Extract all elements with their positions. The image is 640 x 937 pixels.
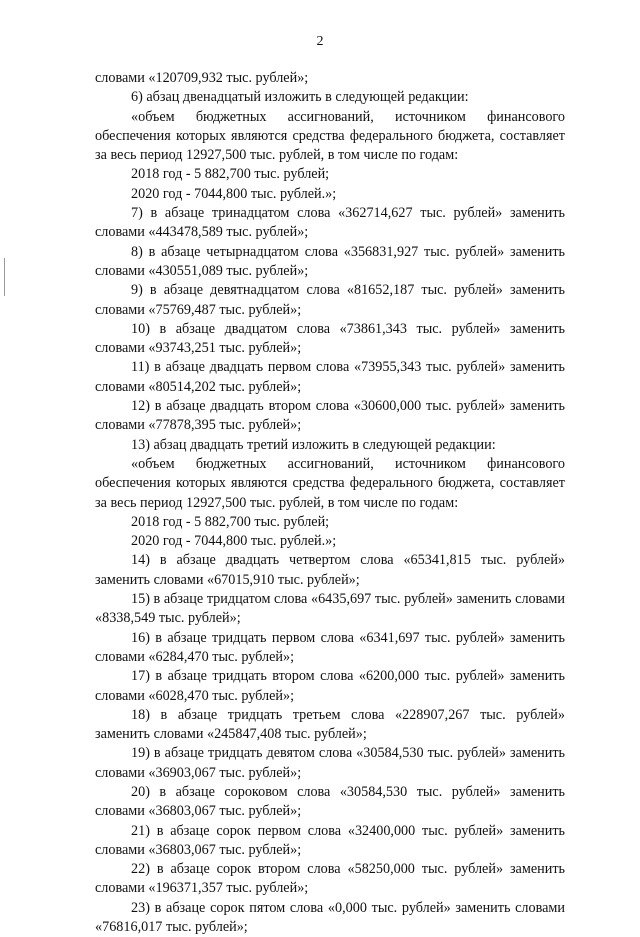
paragraph: 20) в абзаце сороковом слова «30584,530 тыс. рублей» заменить словами «36803,067 тыс. рублей»; bbox=[95, 783, 565, 820]
paragraph: 10) в абзаце двадцатом слова «73861,343 тыс. рублей» заменить словами «93743,251 тыс. рублей»; bbox=[95, 320, 565, 357]
paragraph: 21) в абзаце сорок первом слова «32400,000 тыс. рублей» заменить словами «36803,067 тыс. рублей»; bbox=[95, 822, 565, 858]
document-body bbox=[95, 69, 565, 937]
paragraph: 13) абзац двадцать третий изложить в следующей редакции: bbox=[131, 436, 496, 453]
paragraph: 22) в абзаце сорок втором слова «58250,000 тыс. рублей» заменить словами «196371,357 тыс. рублей»; bbox=[95, 861, 565, 897]
paragraph: словами «120709,932 тыс. рублей»; bbox=[95, 70, 309, 86]
paragraph: 2020 год - 7044,800 тыс. рублей.»; bbox=[131, 185, 337, 202]
paragraph: «объем бюджетных ассигнований, источником финансового обеспечения которых являются средства федерального бюджета, составляет за весь период 12927,500 тыс. рублей, в том числе по годам: bbox=[95, 108, 565, 164]
paragraph: 19) в абзаце тридцать девятом слова «30584,530 тыс. рублей» заменить словами «36903,067 тыс. рублей»; bbox=[95, 745, 565, 781]
paragraph: 15) в абзаце тридцатом слова «6435,697 тыс. рублей» заменить словами «8338,549 тыс. рублей»; bbox=[95, 591, 565, 627]
paragraph: 23) в абзаце сорок пятом слова «0,000 тыс. рублей» заменить словами «76816,017 тыс. рублей»; bbox=[95, 899, 565, 936]
paragraph: 6) абзац двенадцатый изложить в следующей редакции: bbox=[131, 89, 469, 106]
paragraph: 12) в абзаце двадцать втором слова «30600,000 тыс. рублей» заменить словами «77878,395 тыс. рублей»; bbox=[95, 398, 565, 434]
scan-artifact-mark bbox=[4, 258, 5, 296]
page-number: 2 bbox=[316, 34, 324, 49]
paragraph: 8) в абзаце четырнадцатом слова «356831,927 тыс. рублей» заменить словами «430551,089 тыс. рублей»; bbox=[95, 243, 565, 279]
paragraph: 2018 год - 5 882,700 тыс. рублей; bbox=[131, 166, 330, 183]
paragraph: 16) в абзаце тридцать первом слова «6341,697 тыс. рублей» заменить словами «6284,470 тыс. рублей»; bbox=[95, 629, 565, 665]
paragraph: 7) в абзаце тринадцатом слова «362714,627 тыс. рублей» заменить словами «443478,589 тыс. рублей»; bbox=[95, 205, 565, 241]
paragraph: 18) в абзаце тридцать третьем слова «228907,267 тыс. рублей» заменить словами «245847,408 тыс. рублей»; bbox=[95, 706, 565, 743]
paragraph: 2018 год - 5 882,700 тыс. рублей; bbox=[131, 513, 330, 530]
paragraph: 14) в абзаце двадцать четвертом слова «65341,815 тыс. рублей» заменить словами «67015,910 тыс. рублей»; bbox=[95, 552, 565, 588]
paragraph: 9) в абзаце девятнадцатом слова «81652,187 тыс. рублей» заменить словами «75769,487 тыс. рублей»; bbox=[95, 282, 565, 318]
paragraph: «объем бюджетных ассигнований, источником финансового обеспечения которых являются средства федерального бюджета, составляет за весь период 12927,500 тыс. рублей, в том числе по годам: bbox=[95, 455, 565, 511]
paragraph: 17) в абзаце тридцать втором слова «6200,000 тыс. рублей» заменить словами «6028,470 тыс. рублей»; bbox=[95, 668, 565, 704]
paragraph: 2020 год - 7044,800 тыс. рублей.»; bbox=[131, 533, 337, 550]
paragraph: 11) в абзаце двадцать первом слова «73955,343 тыс. рублей» заменить словами «80514,202 тыс. рублей»; bbox=[95, 359, 565, 395]
